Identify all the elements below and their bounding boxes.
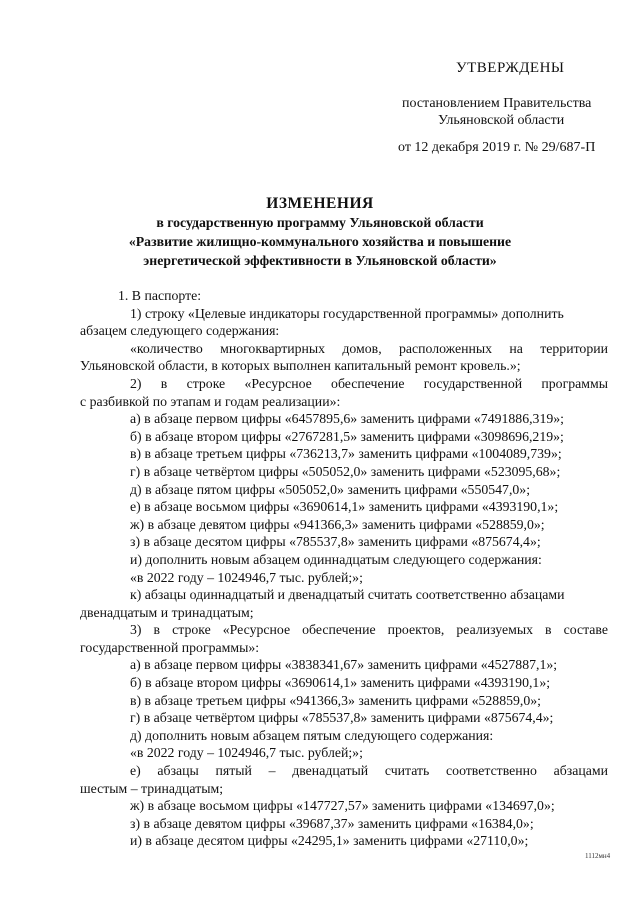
body-line: «количество многоквартирных домов, расположенных на территории <box>130 340 608 356</box>
footer-stamp: 1112мн4 <box>585 852 611 860</box>
body-line: 1. В паспорте: <box>118 288 202 303</box>
body-line: б) в абзаце втором цифры «3690614,1» заменить цифрами «4393190,1»; <box>130 675 551 691</box>
body-line: е) в абзаце восьмом цифры «3690614,1» заменить цифрами «4393190,1»; <box>130 499 559 515</box>
body-line: б) в абзаце втором цифры «2767281,5» заменить цифрами «3098696,219»; <box>130 428 564 444</box>
body-line: а) в абзаце первом цифры «6457895,6» заменить цифрами «7491886,319»; <box>130 411 564 427</box>
subtitle-line-3: энергетической эффективности в Ульяновской области» <box>143 253 497 268</box>
body-line: двенадцатым и тринадцатым; <box>80 604 254 620</box>
body-line: «в 2022 году – 1024946,7 тыс. рублей;»; <box>130 569 363 585</box>
decree-line-2: Ульяновской области <box>438 113 565 128</box>
body-line: ж) в абзаце восьмом цифры «147727,57» заменить цифрами «134697,0»; <box>130 798 555 814</box>
body-line: з) в абзаце десятом цифры «785537,8» заменить цифрами «875674,4»; <box>130 534 541 550</box>
body-line: абзацем следующего содержания: <box>80 323 280 339</box>
body-line: шестым – тринадцатым; <box>80 780 224 796</box>
body-line: е) абзацы пятый – двенадцатый считать соответственно абзацами <box>130 763 608 779</box>
subtitle-line-1: в государственную программу Ульяновской области <box>156 215 484 230</box>
document-body <box>80 287 608 850</box>
body-line: 2) в строке «Ресурсное обеспечение государственной программы <box>130 375 608 391</box>
body-line: ж) в абзаце девятом цифры «941366,3» заменить цифрами «528859,0»; <box>130 516 545 532</box>
body-line: а) в абзаце первом цифры «3838341,67» заменить цифрами «4527887,1»; <box>130 657 558 673</box>
body-line: Ульяновской области, в которых выполнен капитальный ремонт кровель.»; <box>80 358 521 374</box>
body-line: и) в абзаце десятом цифры «24295,1» заменить цифрами «27110,0»; <box>130 833 529 849</box>
body-line: «в 2022 году – 1024946,7 тыс. рублей;»; <box>130 745 363 761</box>
body-line: д) дополнить новым абзацем пятым следующего содержания: <box>130 727 494 743</box>
body-line: с разбивкой по этапам и годам реализации»: <box>80 393 341 409</box>
body-line: к) абзацы одиннадцатый и двенадцатый считать соответственно абзацами <box>130 587 565 603</box>
body-line: д) в абзаце пятом цифры «505052,0» заменить цифрами «550547,0»; <box>130 481 531 497</box>
approved-heading: УТВЕРЖДЕНЫ <box>456 60 565 76</box>
subtitle-line-2: «Развитие жилищно-коммунального хозяйства и повышение <box>128 234 512 249</box>
body-line: г) в абзаце четвёртом цифры «785537,8» заменить цифрами «875674,4»; <box>130 710 554 726</box>
body-line: в) в абзаце третьем цифры «941366,3» заменить цифрами «528859,0»; <box>130 692 541 708</box>
body-line: 3) в строке «Ресурсное обеспечение проектов, реализуемых в составе <box>130 622 608 638</box>
body-line: в) в абзаце третьем цифры «736213,7» заменить цифрами «1004089,739»; <box>130 446 562 462</box>
body-line: з) в абзаце девятом цифры «39687,37» заменить цифрами «16384,0»; <box>130 815 534 831</box>
decree-date-number: от 12 декабря 2019 г. № 29/687-П <box>398 140 596 155</box>
body-line: 1) строку «Целевые индикаторы государственной программы» дополнить <box>130 305 564 321</box>
document-title: ИЗМЕНЕНИЯ <box>266 195 374 212</box>
body-line: государственной программы»: <box>80 639 260 655</box>
body-line: г) в абзаце четвёртом цифры «505052,0» заменить цифрами «523095,68»; <box>130 463 561 479</box>
decree-line-1: постановлением Правительства <box>402 96 592 111</box>
body-line: и) дополнить новым абзацем одиннадцатым следующего содержания: <box>130 551 542 567</box>
